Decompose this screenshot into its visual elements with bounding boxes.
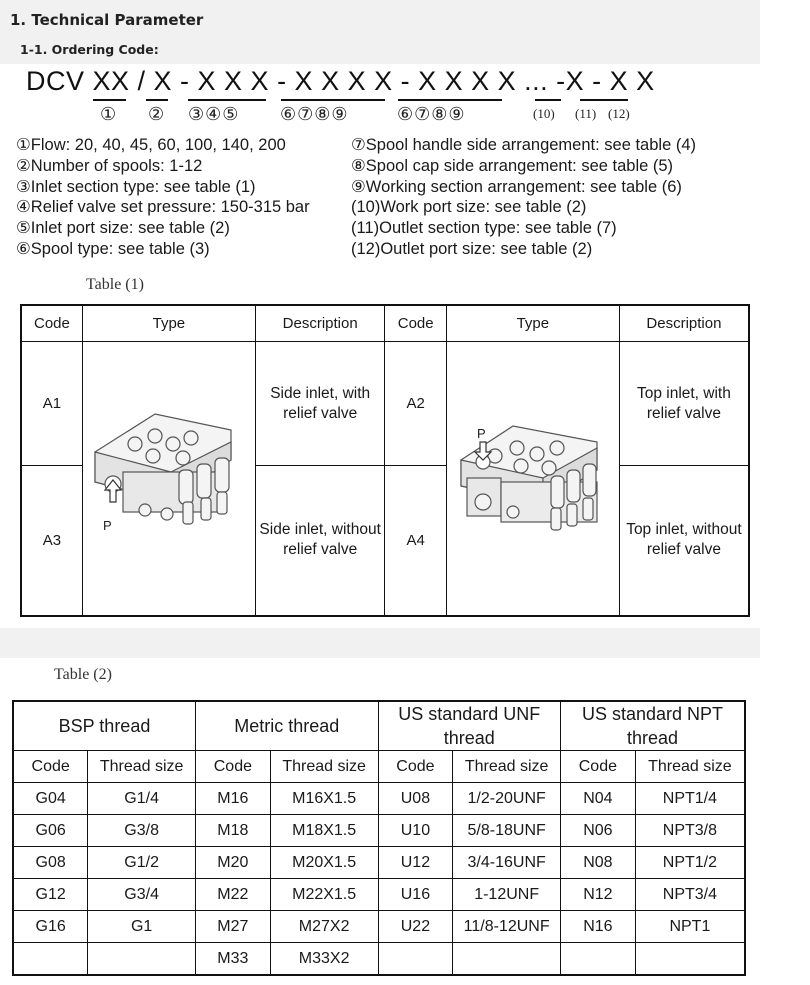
table-cell: G3/4 (88, 879, 196, 911)
subsection-title: 1-1. Ordering Code: (20, 42, 159, 57)
table-cell: 1/2-20UNF (453, 783, 561, 815)
code-cell: A4 (385, 466, 446, 616)
side-inlet-valve-image (82, 342, 255, 616)
thread-size-table (12, 700, 746, 976)
table-cell: G16 (13, 911, 88, 943)
inlet-section-table (20, 304, 750, 617)
separator-band (0, 628, 760, 658)
legend-item: ⑥Spool type: see table (3) (16, 239, 210, 258)
table-cell: U16 (378, 879, 453, 911)
top-inlet-valve-image (446, 342, 619, 616)
table-cell: NPT1/4 (635, 783, 745, 815)
table-cell: M18X1.5 (270, 815, 378, 847)
table-cell: G12 (13, 879, 88, 911)
table-cell: G1 (88, 911, 196, 943)
table-cell: NPT3/8 (635, 815, 745, 847)
legend-item: (11)Outlet section type: see table (7) (351, 219, 617, 238)
marker-12: (12) (608, 106, 630, 121)
table-cell: M20 (195, 847, 270, 879)
table-cell: M27 (195, 911, 270, 943)
legend-item: ③Inlet section type: see table (1) (16, 177, 256, 196)
description-cell: Side inlet, without relief valve (255, 466, 385, 616)
code-cell: A3 (21, 466, 82, 616)
table-row (13, 847, 745, 879)
marker-3-5: ③④⑤ (188, 104, 240, 125)
legend-item: (12)Outlet port size: see table (2) (351, 239, 593, 258)
group-header-metric: Metric thread (195, 701, 378, 751)
table-cell: U22 (378, 911, 453, 943)
col-header: Description (255, 305, 385, 342)
marker-11: (11) (575, 106, 597, 121)
table-cell: N12 (560, 879, 635, 911)
table-cell: M27X2 (270, 911, 378, 943)
code-cell: A2 (385, 342, 446, 466)
top-inlet-valve-icon (447, 352, 619, 600)
table-cell: M16X1.5 (270, 783, 378, 815)
table-cell: M22 (195, 879, 270, 911)
table-cell: 5/8-18UNF (453, 815, 561, 847)
legend-item: ①Flow: 20, 40, 45, 60, 100, 140, 200 (16, 136, 286, 154)
table-cell: M33 (195, 943, 270, 976)
col-header: Type (446, 305, 619, 342)
table-cell: 1-12UNF (453, 879, 561, 911)
code-cell: A1 (21, 342, 82, 466)
col-header: Code (195, 751, 270, 783)
col-header: Code (21, 305, 82, 342)
legend-item: ⑨Working section arrangement: see table (6) (351, 177, 682, 196)
table-cell: NPT1/2 (635, 847, 745, 879)
table2-caption: Table (2) (54, 666, 112, 683)
table-cell (560, 943, 635, 976)
table-cell: N08 (560, 847, 635, 879)
table-row (21, 342, 749, 466)
ordering-code: DCV XX / X - X X X - X X X X - X X X X ... -X - X X (26, 66, 655, 96)
section-title: 1. Technical Parameter (10, 11, 204, 29)
table-row (13, 911, 745, 943)
table-row (13, 783, 745, 815)
table-cell: G06 (13, 815, 88, 847)
col-header: Description (619, 305, 749, 342)
marker-6-9b: ⑥⑦⑧⑨ (397, 104, 466, 125)
legend-item: ④Relief valve set pressure: 150-315 bar (16, 198, 310, 217)
legend-item: ②Number of spools: 1-12 (16, 156, 203, 175)
legend-left (16, 135, 310, 260)
col-header: Type (82, 305, 255, 342)
col-header: Thread size (88, 751, 196, 783)
group-header-row (13, 701, 745, 751)
table-cell: U10 (378, 815, 453, 847)
port-label: P (102, 518, 112, 534)
marker-2: ② (148, 104, 165, 125)
table-cell: G04 (13, 783, 88, 815)
table-cell: M33X2 (270, 943, 378, 976)
table1-caption: Table (1) (86, 276, 144, 293)
table-cell: G1/4 (88, 783, 196, 815)
side-inlet-valve-icon (83, 352, 255, 600)
table-cell (13, 943, 88, 976)
table-cell: U08 (378, 783, 453, 815)
table-cell: N04 (560, 783, 635, 815)
col-header: Thread size (270, 751, 378, 783)
port-label: P (476, 426, 486, 442)
table-cell: M18 (195, 815, 270, 847)
marker-10: (10) (533, 106, 555, 121)
table-cell (453, 943, 561, 976)
table-cell: G1/2 (88, 847, 196, 879)
table-cell: G08 (13, 847, 88, 879)
col-header: Code (560, 751, 635, 783)
table-cell: N16 (560, 911, 635, 943)
description-cell: Top inlet, with relief valve (619, 342, 749, 466)
table-cell (88, 943, 196, 976)
col-header: Code (13, 751, 88, 783)
sub-header-row (13, 751, 745, 783)
marker-1: ① (100, 104, 117, 125)
table-header-row (21, 305, 749, 342)
group-header-unf: US standard UNF thread (378, 701, 560, 751)
legend-item: (10)Work port size: see table (2) (351, 198, 587, 217)
table-cell: NPT1 (635, 911, 745, 943)
table-row (13, 815, 745, 847)
table-cell: M16 (195, 783, 270, 815)
table-cell: M20X1.5 (270, 847, 378, 879)
table-cell: G3/8 (88, 815, 196, 847)
description-cell: Top inlet, without relief valve (619, 466, 749, 616)
col-header: Code (378, 751, 453, 783)
legend-item: ⑤Inlet port size: see table (2) (16, 219, 230, 238)
marker-6-9a: ⑥⑦⑧⑨ (280, 104, 349, 125)
group-header-npt: US standard NPT thread (560, 701, 745, 751)
col-header: Thread size (453, 751, 561, 783)
table-cell: N06 (560, 815, 635, 847)
description-cell: Side inlet, with relief valve (255, 342, 385, 466)
table-cell: U12 (378, 847, 453, 879)
table-cell (635, 943, 745, 976)
table-cell: 11/8-12UNF (453, 911, 561, 943)
col-header: Code (385, 305, 446, 342)
table-cell: 3/4-16UNF (453, 847, 561, 879)
legend-item: ⑦Spool handle side arrangement: see table (4) (351, 136, 697, 154)
table-cell: NPT3/4 (635, 879, 745, 911)
col-header: Thread size (635, 751, 745, 783)
table-row (13, 879, 745, 911)
legend-item: ⑧Spool cap side arrangement: see table (5) (351, 156, 674, 175)
group-header-bsp: BSP thread (13, 701, 195, 751)
legend-right (351, 135, 696, 260)
table-cell (378, 943, 453, 976)
table-row (13, 943, 745, 976)
table-cell: M22X1.5 (270, 879, 378, 911)
